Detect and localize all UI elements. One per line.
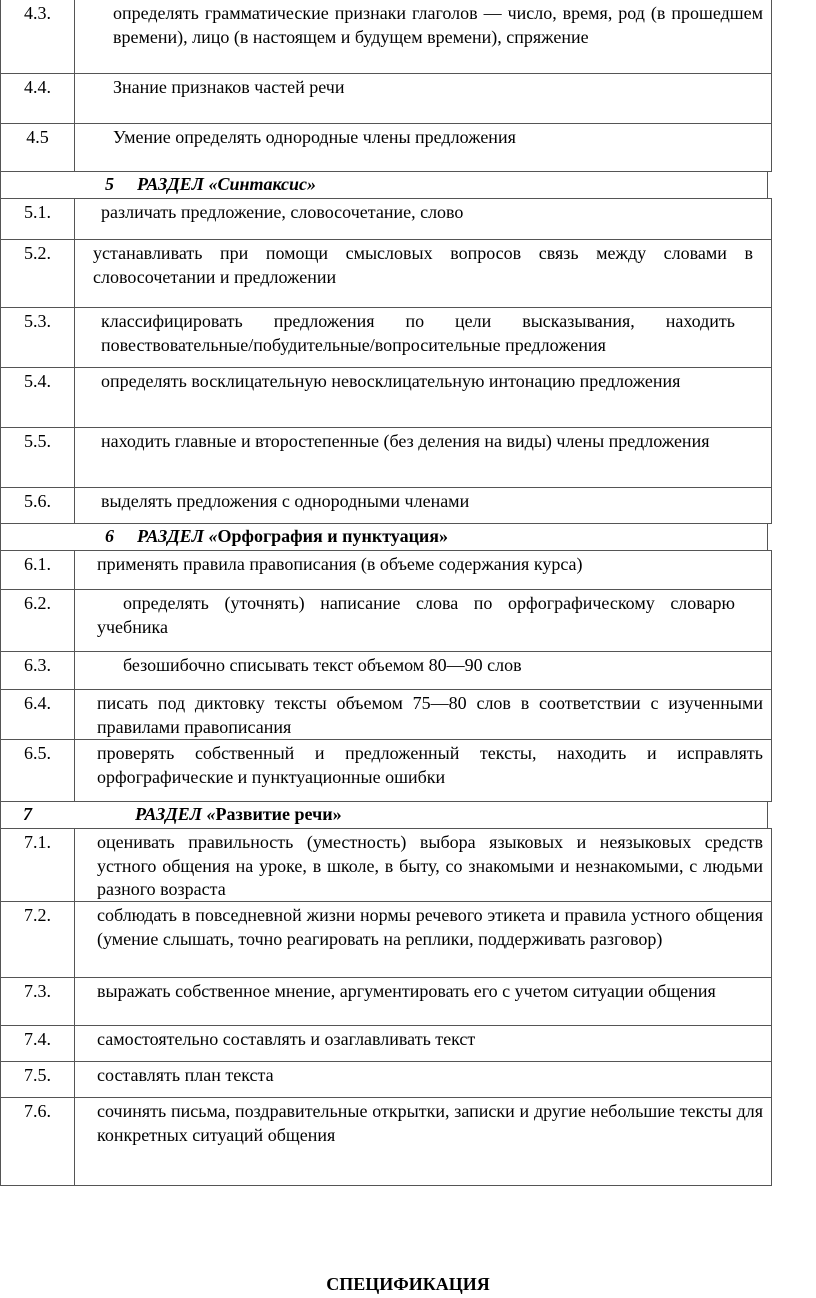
specification-heading: СПЕЦИФИКАЦИЯ <box>326 1274 490 1294</box>
row-number: 7.5. <box>1 1062 75 1097</box>
table-row <box>0 74 772 124</box>
section-title <box>137 173 316 195</box>
row-text: определять (уточнять) написание слова по орфографическому словарю учебника <box>97 593 735 637</box>
row-number: 6.1. <box>1 551 75 589</box>
row-text: проверять собственный и предложенный тексты, находить и исправлять орфографические и пунктуационные ошибки <box>97 743 763 787</box>
row-number: 4.4. <box>1 74 75 123</box>
table-row <box>0 368 772 428</box>
row-text: устанавливать при помощи смысловых вопросов связь между словами в словосочетании и предложении <box>93 243 753 287</box>
table-row <box>0 828 772 902</box>
row-text: классифицировать предложения по цели высказывания, находить повествовательные/побудительные/вопросительные предложения <box>101 311 735 355</box>
row-number: 7.6. <box>1 1098 75 1185</box>
row-number: 4.5 <box>1 124 75 171</box>
table-row <box>0 652 772 690</box>
row-text: Умение определять однородные члены предложения <box>113 127 516 147</box>
section-header-speech <box>0 802 768 828</box>
section-name: Синтаксис <box>217 174 307 194</box>
row-text: находить главные и второстепенные (без деления на виды) члены предложения <box>101 431 710 451</box>
table-row <box>0 902 772 978</box>
section-suffix: » <box>439 526 449 546</box>
row-text: самостоятельно составлять и озаглавливать текст <box>97 1029 476 1049</box>
section-header-syntax <box>0 172 768 198</box>
row-number: 7.2. <box>1 902 75 977</box>
section-name: Орфография и пунктуация <box>217 526 440 546</box>
row-number: 5.3. <box>1 308 75 367</box>
table-row <box>0 1098 772 1186</box>
table-row <box>0 978 772 1026</box>
row-number: 6.3. <box>1 652 75 689</box>
table-row <box>0 124 772 172</box>
table-row <box>0 198 772 240</box>
row-text: сочинять письма, поздравительные открытки, записки и другие небольшие тексты для конкретных ситуаций общения <box>97 1101 763 1145</box>
row-text: писать под диктовку тексты объемом 75—80 слов в соответствии с изученными правилами правописания <box>97 693 763 737</box>
section-number: 6 <box>105 526 114 546</box>
table-row <box>0 550 772 590</box>
table-row <box>0 590 772 652</box>
row-number: 6.4. <box>1 690 75 739</box>
row-number: 7.4. <box>1 1026 75 1061</box>
section-prefix: РАЗДЕЛ « <box>137 174 218 194</box>
section-suffix: » <box>332 804 342 824</box>
row-text: определять восклицательную невосклицательную интонацию предложения <box>101 371 681 391</box>
row-text: оценивать правильность (уместность) выбора языковых и неязыковых средств устного общения на уроке, в школе, в быту, со знакомыми и незнакомыми, с людьми разного возраста <box>97 832 763 899</box>
row-text: выделять предложения с однородными членами <box>101 491 470 511</box>
section-prefix: РАЗДЕЛ « <box>135 804 216 824</box>
table-row <box>0 428 772 488</box>
row-number: 5.4. <box>1 368 75 427</box>
row-text: составлять план текста <box>97 1065 274 1085</box>
row-text: выражать собственное мнение, аргументировать его с учетом ситуации общения <box>97 981 716 1001</box>
table-row <box>0 488 772 524</box>
row-number: 6.2. <box>1 590 75 651</box>
row-number: 7.3. <box>1 978 75 1025</box>
row-text: соблюдать в повседневной жизни нормы речевого этикета и правила устного общения (умение слышать, точно реагировать на реплики, поддерживать разговор) <box>97 905 763 949</box>
row-text: определять грамматические признаки глаголов — число, время, род (в прошедшем времени), лицо (в настоящем и будущем времени), спряжение <box>113 3 763 47</box>
table-row <box>0 0 772 74</box>
row-number: 5.6. <box>1 488 75 523</box>
table-row <box>0 740 772 802</box>
table-row <box>0 1026 772 1062</box>
row-number: 6.5. <box>1 740 75 801</box>
table-row <box>0 1062 772 1098</box>
section-title <box>137 525 448 547</box>
row-number: 5.5. <box>1 428 75 487</box>
section-title <box>135 803 342 825</box>
row-text: безошибочно списывать текст объемом 80—90 слов <box>123 655 522 675</box>
section-header-orthography <box>0 524 768 550</box>
section-name: Развитие речи <box>215 804 333 824</box>
row-number: 5.1. <box>1 199 75 239</box>
section-suffix: » <box>306 174 316 194</box>
row-number: 4.3. <box>1 0 75 73</box>
row-text: Знание признаков частей речи <box>113 77 345 97</box>
section-number: 7 <box>23 804 32 824</box>
section-number: 5 <box>105 174 114 194</box>
row-number: 5.2. <box>1 240 75 307</box>
row-text: различать предложение, словосочетание, слово <box>101 202 464 222</box>
row-text: применять правила правописания (в объеме содержания курса) <box>97 554 583 574</box>
row-number: 7.1. <box>1 829 75 901</box>
section-prefix: РАЗДЕЛ « <box>137 526 218 546</box>
table-row <box>0 690 772 740</box>
table-row <box>0 240 772 308</box>
table-row <box>0 308 772 368</box>
